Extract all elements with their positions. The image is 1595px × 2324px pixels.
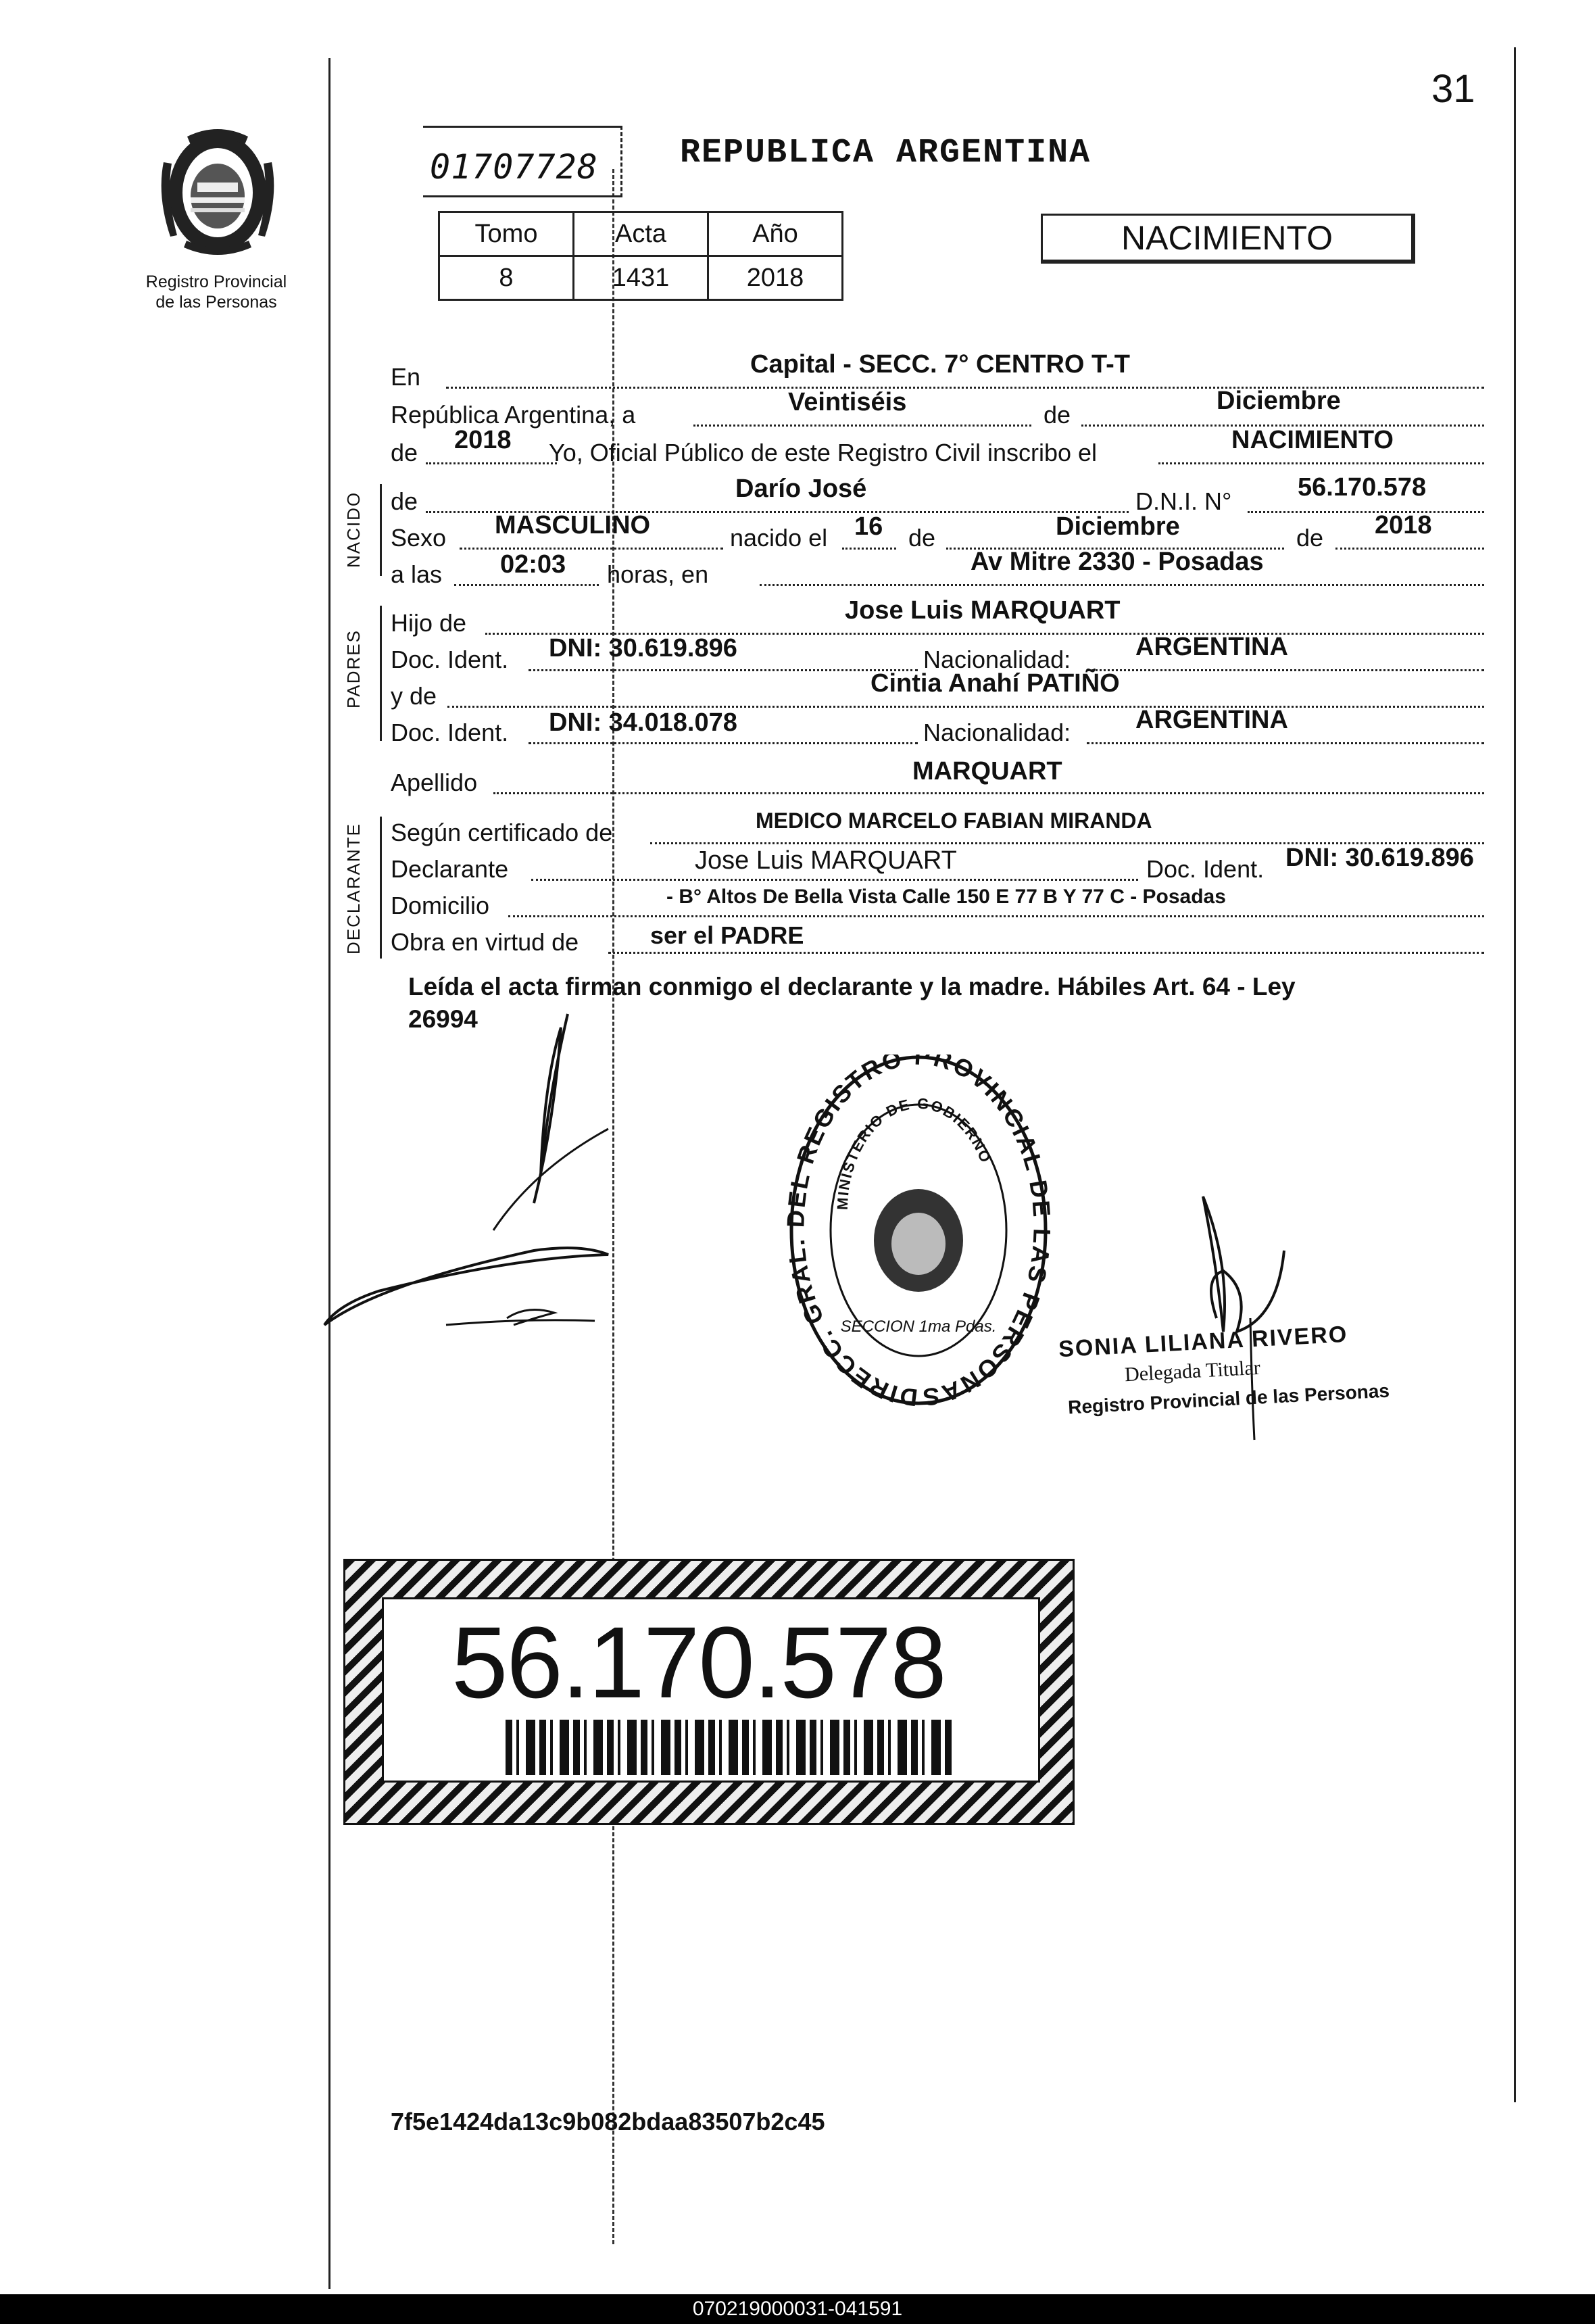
label-yde: y de: [391, 682, 437, 710]
mother-doc: DNI: 34.018.078: [549, 708, 737, 737]
record-type: NACIMIENTO: [1121, 218, 1333, 257]
closing-line-1: Leída el acta firman conmigo el declarante y la madre. Hábiles Art. 64 - Ley: [408, 973, 1296, 1000]
label-de-byear: de: [1296, 524, 1324, 552]
section-label-declarante: DECLARANTE: [343, 823, 364, 954]
footer-bar: [0, 2294, 1595, 2324]
dots-year: [426, 462, 557, 464]
logo-caption-line-1: Registro Provincial: [145, 272, 287, 291]
label-de-month: de: [1044, 401, 1071, 429]
label-yo: Yo, Oficial Público de este Registro Civil inscribo el: [549, 439, 1098, 466]
label-doc-mother: Doc. Ident.: [391, 719, 509, 746]
label-de-bmonth: de: [908, 524, 936, 552]
barcode-label: [343, 1559, 1075, 1825]
header-tomo: Tomo: [439, 212, 574, 256]
dom-value: - B° Altos De Bella Vista Calle 150 E 77 B Y 77 C - Posadas: [666, 886, 1226, 908]
label-dni: D.N.I. N°: [1135, 487, 1232, 515]
label-nacido-el: nacido el: [730, 524, 828, 552]
child-sex: MASCULINO: [495, 511, 651, 539]
label-en: En: [391, 363, 421, 391]
dots-byear: [1335, 548, 1484, 550]
document-hash: 7f5e1424da13c9b082bdaa83507b2c45: [391, 2108, 825, 2135]
barcode-bars: [506, 1720, 952, 1775]
label-decl: Declarante: [391, 855, 509, 883]
birth-time: 02:03: [500, 550, 566, 579]
dots-dom: [508, 915, 1484, 917]
label-apellido: Apellido: [391, 769, 478, 796]
father-doc: DNI: 30.619.896: [549, 634, 737, 662]
label-doc-father: Doc. Ident.: [391, 646, 509, 673]
bracket-nacido: [380, 484, 382, 576]
country-title: REPUBLICA ARGENTINA: [680, 134, 1091, 172]
label-horas: horas, en: [607, 560, 709, 588]
obra-value: ser el PADRE: [650, 921, 804, 949]
official-stamp: [787, 1055, 1050, 1406]
header-ano: Año: [708, 212, 843, 256]
footer-code: 070219000031-041591: [692, 2298, 903, 2320]
dots-decl: [531, 879, 1138, 881]
dots-bday: [842, 548, 896, 550]
dots-obra: [608, 952, 1484, 954]
value-ano: 2018: [708, 256, 843, 300]
label-hijo: Hijo de: [391, 609, 467, 637]
label-alas: a las: [391, 560, 443, 588]
dots-mother-nat: [1087, 742, 1484, 744]
decl-value: Jose Luis MARQUART: [695, 846, 957, 875]
province-crest-icon: [150, 122, 285, 264]
month-value: Diciembre: [1217, 387, 1341, 415]
record-type-box: [1041, 214, 1415, 264]
barcode-panel: [382, 1597, 1040, 1783]
birth-day: 16: [854, 512, 883, 541]
official-office: Registro Provincial de las Personas: [1067, 1380, 1390, 1418]
section-label-padres: PADRES: [343, 629, 364, 708]
event-value: NACIMIENTO: [1231, 426, 1394, 454]
dots-bplace: [760, 584, 1484, 586]
label-nac-father: Nacionalidad:: [923, 646, 1071, 673]
mother-name: Cintia Anahí PATIÑO: [870, 669, 1120, 698]
bracket-padres: [380, 606, 382, 741]
value-acta: 1431: [574, 256, 708, 300]
logo-caption-line-2: de las Personas: [155, 293, 277, 312]
birth-month: Diciembre: [1056, 512, 1180, 541]
father-nationality: ARGENTINA: [1135, 633, 1288, 661]
logo-caption: [122, 272, 311, 312]
label-sexo: Sexo: [391, 524, 447, 552]
registry-logo: [150, 122, 285, 264]
label-republica: República Argentina, a: [391, 401, 636, 429]
bracket-declarante: [380, 817, 382, 959]
child-name: Darío José: [735, 475, 867, 503]
father-name: Jose Luis MARQUART: [845, 596, 1121, 625]
right-margin-line: [1514, 47, 1516, 2102]
mother-nationality: ARGENTINA: [1135, 706, 1288, 734]
label-de-name: de: [391, 487, 418, 515]
serial-number: 01707728: [430, 147, 598, 187]
label-cert: Según certificado de: [391, 819, 613, 846]
record-ref-table: [438, 211, 843, 301]
dots-mother: [447, 706, 1484, 708]
day-value: Veintiséis: [788, 388, 907, 416]
dots-apellido: [493, 792, 1484, 794]
birth-year: 2018: [1375, 511, 1432, 539]
header-acta: Acta: [574, 212, 708, 256]
place-value: Capital - SECC. 7° CENTRO T-T: [750, 350, 1131, 379]
dots-sex: [460, 548, 723, 550]
barcode-number: 56.170.578: [451, 1605, 946, 1719]
birth-place: Av Mitre 2330 - Posadas: [971, 548, 1264, 576]
dots-dni: [1248, 511, 1484, 513]
dots-event: [1158, 462, 1484, 464]
official-name: SONIA LILIANA RIVERO: [1058, 1321, 1349, 1363]
closing-line-2: 26994: [408, 1005, 478, 1033]
declarant-signature: [311, 1000, 689, 1352]
stamp-bottom-text: SECCION 1ma Pdas.: [840, 1317, 997, 1336]
label-nac-mother: Nacionalidad:: [923, 719, 1071, 746]
label-decl-doc: Doc. Ident.: [1146, 855, 1265, 883]
dots-father-nat: [1087, 669, 1484, 671]
official-signature: [1176, 1183, 1338, 1453]
stamp-outer-text: DIRECC. GRA L REGISTRO PROVINCIAL S PERSONAS: [787, 1055, 1050, 1406]
apellido-value: MARQUART: [912, 757, 1062, 785]
dots-father-doc: [529, 669, 918, 671]
stamp-seal-icon: [787, 1055, 1050, 1406]
decl-doc: DNI: 30.619.896: [1285, 844, 1474, 872]
dots-mother-doc: [529, 742, 918, 744]
stamp-inner-text: MINISTERIO DE GOBIERNO: [833, 1094, 995, 1211]
dots-day: [693, 425, 1031, 427]
label-dom: Domicilio: [391, 892, 490, 919]
label-obra: Obra en virtud de: [391, 928, 579, 956]
official-title: Delegada Titular: [1124, 1356, 1261, 1386]
child-dni: 56.170.578: [1298, 473, 1427, 502]
dots-time: [454, 584, 599, 586]
page-number: 31: [1431, 67, 1475, 111]
value-tomo: 8: [439, 256, 574, 300]
section-label-nacido: NACIDO: [343, 491, 364, 568]
year-value: 2018: [454, 426, 512, 454]
cert-value: MEDICO MARCELO FABIAN MIRANDA: [756, 808, 1152, 833]
label-de-year: de: [391, 439, 418, 466]
